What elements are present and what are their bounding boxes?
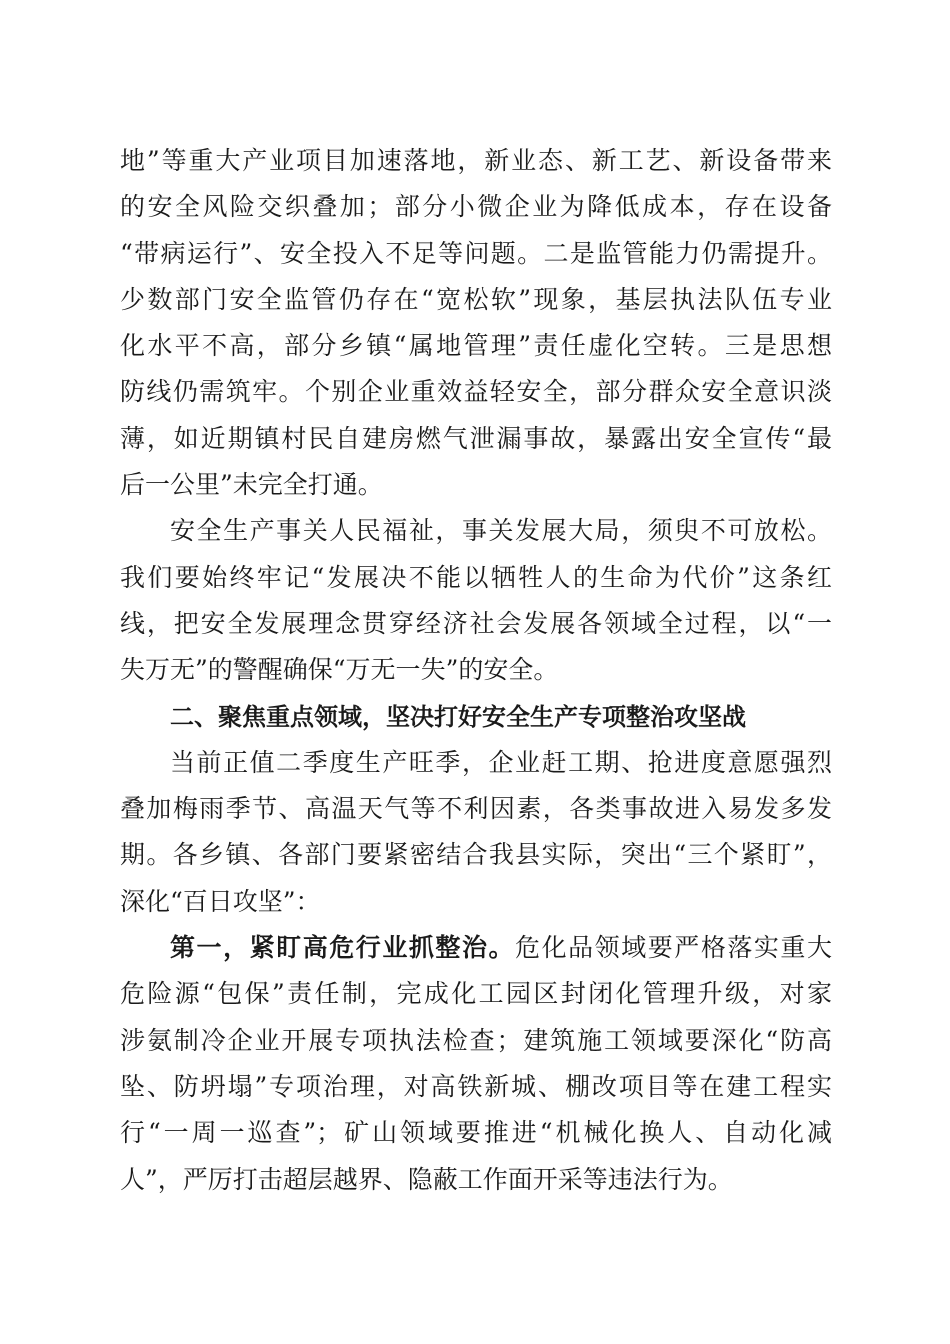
subsection-line-1-rest: 危化品领域要严格落实重大 bbox=[515, 933, 832, 963]
subsection-line-3: 涉氨制冷企业开展专项执法检查；建筑施工领域要深化“防高 bbox=[120, 1025, 832, 1055]
body-line-7: 薄，如近期镇村民自建房燃气泄漏事故，暴露出安全宣传“最 bbox=[120, 423, 832, 453]
paragraph-line-3: 线，把安全发展理念贯穿经济社会发展各领域全过程，以“一 bbox=[120, 608, 832, 638]
section-line-3: 期。各乡镇、各部门要紧密结合我县实际，突出“三个紧盯”， bbox=[120, 840, 832, 870]
body-line-3: “带病运行”、安全投入不足等问题。二是监管能力仍需提升。 bbox=[120, 238, 832, 268]
subsection-lead: 第一，紧盯高危行业抓整治。 bbox=[170, 933, 516, 963]
subsection-line-1 bbox=[120, 925, 832, 971]
section-heading: 二、聚焦重点领域，坚决打好安全生产专项整治攻坚战 bbox=[170, 702, 746, 731]
body-line-1: 地”等重大产业项目加速落地，新业态、新工艺、新设备带来 bbox=[120, 146, 832, 175]
subsection-line-5: 行“一周一巡查”；矿山领域要推进“机械化换人、自动化减 bbox=[120, 1118, 832, 1148]
paragraph-line-4: 失万无”的警醒确保“万无一失”的安全。 bbox=[120, 655, 559, 685]
subsection-line-6: 人”，严厉打击超层越界、隐蔽工作面开采等违法行为。 bbox=[120, 1164, 733, 1194]
subsection-line-2: 危险源“包保”责任制，完成化工园区封闭化管理升级，对家 bbox=[120, 979, 832, 1009]
paragraph-line-1: 安全生产事关人民福祉，事关发展大局，须臾不可放松。 bbox=[170, 516, 832, 546]
body-line-6: 防线仍需筑牢。个别企业重效益轻安全，部分群众安全意识淡 bbox=[120, 377, 832, 407]
body-line-8: 后一公里”未完全打通。 bbox=[120, 470, 383, 500]
body-line-4: 少数部门安全监管仍存在“宽松软”现象，基层执法队伍专业 bbox=[120, 284, 832, 314]
body-line-2: 的安全风险交织叠加；部分小微企业为降低成本，存在设备 bbox=[120, 192, 832, 222]
section-line-2: 叠加梅雨季节、高温天气等不利因素，各类事故进入易发多发 bbox=[120, 794, 832, 824]
document-page bbox=[120, 138, 832, 1203]
body-line-5: 化水平不高，部分乡镇“属地管理”责任虚化空转。三是思想 bbox=[120, 331, 832, 361]
section-line-1: 当前正值二季度生产旺季，企业赶工期、抢进度意愿强烈 bbox=[170, 747, 832, 777]
paragraph-line-2: 我们要始终牢记“发展决不能以牺牲人的生命为代价”这条红 bbox=[120, 562, 832, 592]
subsection-line-4: 坠、防坍塌”专项治理，对高铁新城、棚改项目等在建工程实 bbox=[120, 1071, 832, 1101]
section-line-4: 深化“百日攻坚”： bbox=[120, 886, 321, 916]
